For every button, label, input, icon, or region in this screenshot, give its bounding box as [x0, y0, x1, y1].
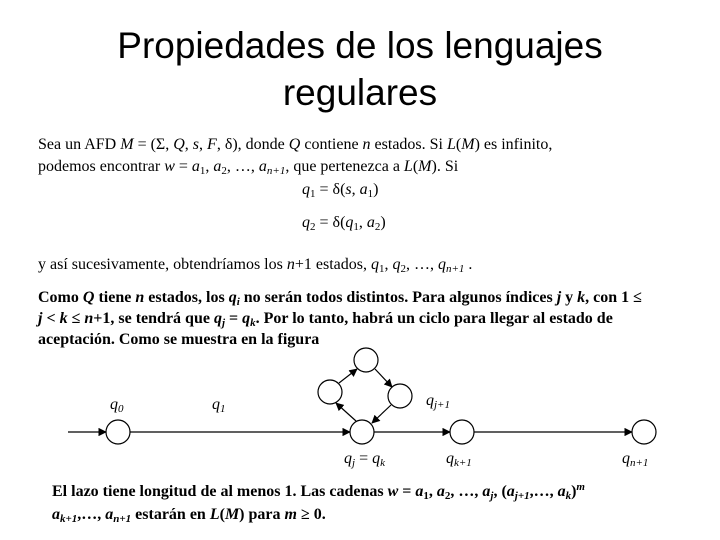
equation-q1: $q_1 = \delta(s$, $a_1$)	[302, 181, 379, 200]
para4-line2: $a_{k+1},\dots$, $a_{n+1}$ estarán en L(M) para m ≥ 0.	[52, 506, 326, 525]
label-qk-plus-1: $q_{k+1}$	[446, 450, 472, 469]
state-qk-plus-1	[450, 420, 474, 444]
para4-line1: El lazo tiene longitud de al menos 1. Las cadenas $w = a_1$, $a_2$, …, $a_j$, ($a_{j+1},\dots$, $a_k)^m$	[52, 481, 585, 502]
para1-line1: Sea un AFD M = (Σ, Q, s, F, δ), donde Q contiene n estados. Si L(M) es infinito,	[38, 136, 553, 153]
state-qj	[350, 420, 374, 444]
label-q1: $q_1$	[212, 396, 226, 415]
label-q0: $q_0$	[110, 396, 124, 415]
para2: y así sucesivamente, obtendríamos los n+1 estados, $q_1$, $q_2$, …, $q_{n+1}$ .	[38, 256, 473, 275]
para3-line3: aceptación. Como se muestra en la figura	[38, 331, 320, 348]
para3-line2: j < k ≤ n+1, se tendrá que $q_j = q_k$. Por lo tanto, habrá un ciclo para llegar al estado de	[38, 310, 613, 329]
state-loop-top	[354, 348, 378, 372]
title-line-1: Propiedades de los lenguajes	[117, 25, 603, 66]
label-qj-equals-qk: $q_j = q_k$	[344, 450, 385, 469]
arrow-top-to-right	[375, 369, 392, 387]
state-qj-plus-1	[388, 384, 412, 408]
equation-q2: $q_2 = \delta(q_1$, $a_2$)	[302, 214, 386, 233]
arrow-qj-to-left	[336, 403, 356, 421]
label-qj-plus-1: $q_{j+1}$	[426, 392, 450, 411]
arrow-left-to-top	[339, 369, 357, 383]
state-loop-left	[318, 380, 342, 404]
para1-line2: podemos encontrar $w = a_1$, $a_2$, …, $a_{n+1}$, que pertenezca a L(M). Si	[38, 158, 459, 177]
state-qn-plus-1	[632, 420, 656, 444]
arrow-right-to-qj	[372, 405, 391, 423]
para3-line1: Como Q tiene n estados, los $q_i$ no serán todos distintos. Para algunos índices j y k, con 1 ≤	[38, 289, 642, 308]
state-q0	[106, 420, 130, 444]
title-line-2: regulares	[282, 72, 438, 113]
label-qn-plus-1: $q_{n+1}$	[622, 450, 649, 469]
